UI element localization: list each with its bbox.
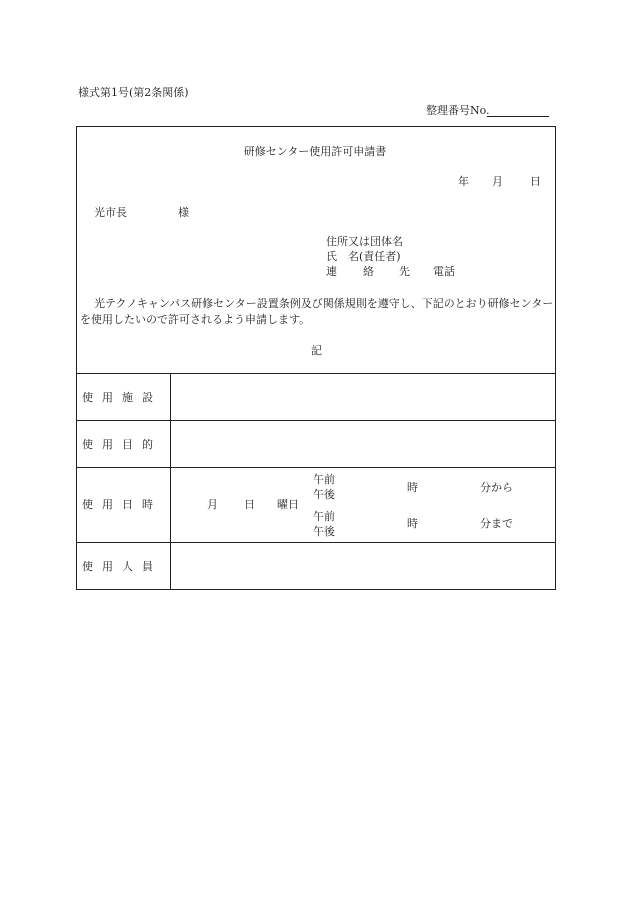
- purpose-field[interactable]: [172, 422, 554, 466]
- row-divider: [76, 420, 556, 421]
- start-am[interactable]: 午前: [313, 473, 335, 486]
- end-until: 分まで: [480, 517, 513, 530]
- facility-label: 使 用 施 設: [82, 391, 153, 404]
- end-pm[interactable]: 午後: [313, 525, 335, 538]
- row-divider: [76, 542, 556, 543]
- end-hour: 時: [407, 517, 418, 530]
- start-pm[interactable]: 午後: [313, 488, 335, 501]
- addressee-name: 光市長: [94, 206, 127, 219]
- people-label: 使 用 人 員: [82, 560, 153, 573]
- serial-number-field[interactable]: [487, 116, 549, 117]
- start-from: 分から: [480, 481, 513, 494]
- contact-char-3: 先: [399, 265, 410, 278]
- name-label: 氏 名(責任者): [326, 250, 401, 263]
- usage-month: 月: [207, 498, 218, 511]
- date-year: 年: [458, 175, 469, 188]
- contact-char-2: 絡: [363, 265, 374, 278]
- ki-heading: 記: [311, 344, 322, 357]
- application-statement: 光テクノキャンパス研修センター設置条例及び関係規則を遵守し、下記のとおり研修センターを使用したいので許可されるよう申請します。: [80, 297, 554, 326]
- row-divider: [76, 467, 556, 468]
- column-divider: [170, 373, 171, 590]
- form-title: 研修センター使用許可申請書: [243, 145, 387, 158]
- addressee-honorific: 様: [178, 206, 189, 219]
- usage-weekday: 曜日: [277, 498, 299, 511]
- start-hour: 時: [407, 481, 418, 494]
- date-day: 日: [530, 175, 541, 188]
- facility-field[interactable]: [172, 375, 554, 419]
- date-month: 月: [492, 175, 503, 188]
- table-top-border: [76, 373, 556, 374]
- usage-day: 日: [244, 498, 255, 511]
- contact-char-1: 連: [326, 265, 337, 278]
- address-label: 住所又は団体名: [326, 235, 403, 248]
- datetime-label: 使 用 日 時: [82, 498, 153, 511]
- phone-label: 電話: [433, 265, 455, 278]
- serial-number-label: 整理番号No.: [426, 104, 490, 117]
- purpose-label: 使 用 目 的: [82, 438, 153, 451]
- end-am[interactable]: 午前: [313, 510, 335, 523]
- form-number: 様式第1号(第2条関係): [78, 86, 189, 99]
- people-field[interactable]: [172, 544, 554, 588]
